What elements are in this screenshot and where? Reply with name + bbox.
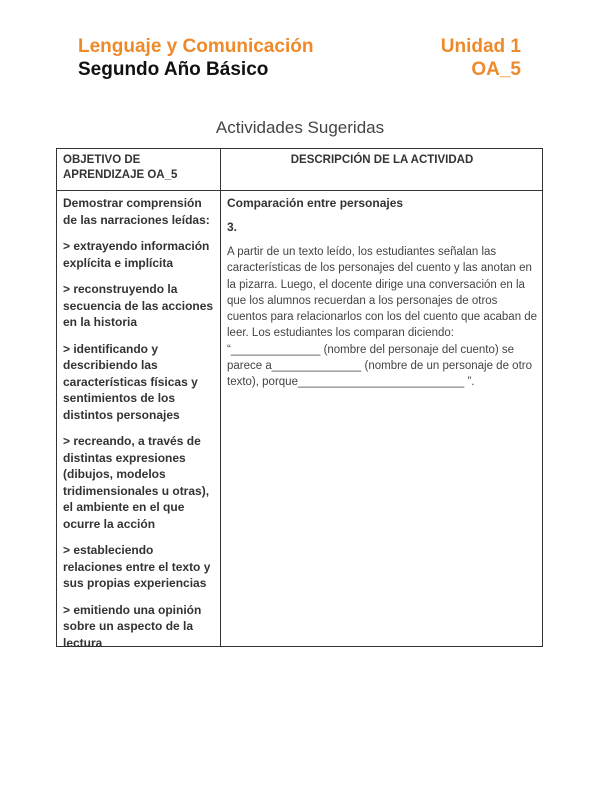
activity-name: Comparación entre personajes xyxy=(227,196,404,210)
oa-code-label: OA_5 xyxy=(471,59,521,80)
objective-intro: Demostrar comprensión de las narraciones leídas: xyxy=(63,196,210,227)
objective-item: > estableciendo relaciones entre el texto y sus propias experiencias xyxy=(63,543,211,590)
activities-table xyxy=(56,148,543,650)
subject-title: Lenguaje y Comunicación xyxy=(78,36,314,57)
header-row-divider xyxy=(57,190,542,191)
unit-label: Unidad 1 xyxy=(440,36,521,57)
column-divider xyxy=(220,149,221,646)
activity-number: 3. xyxy=(227,220,238,234)
objective-item: > recreando, a través de distintas expresiones (dibujos, modelos tridimensionales u otras), el ambiente en el que ocurre la acción xyxy=(63,434,210,531)
activity-description: A partir de un texto leído, los estudiantes señalan las características de los personajes del cuento y las anotan en la pizarra. Luego, el docente dirige una conversación en la que los alumnos recuerdan a los personajes de otros cuentos para relacionarlos con los del cuento que acaban de leer. Los estudiantes los comparan diciendo: “______________ (nombre del personaje del cuento) se parece a______________ (nombre de un personaje de otro texto), porque__________________________ ”. xyxy=(227,246,538,389)
document-header xyxy=(78,36,523,86)
grade-title: Segundo Año Básico xyxy=(78,59,269,80)
objective-item: > emitiendo una opinión sobre un aspecto de la lectura xyxy=(63,602,202,650)
section-title: Actividades Sugeridas xyxy=(215,118,385,137)
objective-cell xyxy=(63,195,215,661)
activity-cell xyxy=(227,195,539,391)
objective-item: > reconstruyendo la secuencia de las acciones en la historia xyxy=(63,282,214,329)
objective-column-header: OBJETIVO DE APRENDIZAJE OA_5 xyxy=(63,154,178,181)
objective-item: > identificando y describiendo las características físicas y sentimientos de los distintos personajes xyxy=(63,341,198,422)
objective-item: > extrayendo información explícita e implícita xyxy=(63,239,210,270)
activity-column-header: DESCRIPCIÓN DE LA ACTIVIDAD xyxy=(290,154,474,166)
